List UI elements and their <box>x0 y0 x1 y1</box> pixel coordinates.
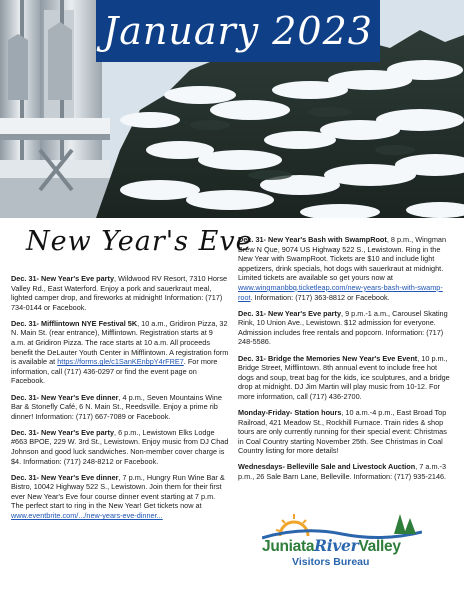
ticket-link[interactable]: www.eventbrite.com/.../new-years-eve-dinner... <box>11 511 163 521</box>
event-title: Dec. 31- New Year's Eve dinner <box>11 392 119 402</box>
page-title: January 2023 <box>103 9 373 53</box>
event-listing <box>11 473 229 521</box>
event-details: , 4 p.m., Seven Mountains Wine Bar & Stonefly Café, 6 N. Main St., Reedsville. Enjoy a prime rib dinner! Information: (717) 667-7089 or Facebook. <box>11 392 222 421</box>
event-title: Dec. 31- Mifflintown NYE Festival 5K <box>11 318 138 328</box>
event-title: Wednesdays- Belleville Sale and Livestock Auction <box>238 462 416 472</box>
event-details-after: . Information: (717) 363-8812 or Facebook. <box>250 292 390 302</box>
event-title: Monday-Friday- Station hours <box>238 408 342 417</box>
event-title: Dec. 31- New Year's Bash with SwampRoot <box>238 235 387 244</box>
event-listing <box>11 319 229 386</box>
logo-word-river: River <box>314 536 359 555</box>
logo-subtitle: Visitors Bureau <box>292 556 370 568</box>
event-listing <box>238 309 454 347</box>
event-listing <box>11 274 229 312</box>
event-listing <box>238 408 454 456</box>
event-title: Dec. 31- New Year's Eve party <box>238 308 342 318</box>
registration-link[interactable]: https://forms.gle/c1SanKEnbpY4rFRE7 <box>57 357 184 367</box>
event-details: , Wildwood RV Resort, 7310 Horse Valley Rd., East Waterford. Enjoy a pork and sauerkraut meal, lighted camper drop, and fireworks at midnight! Information: (717) 734-0144 or Facebook. <box>11 274 228 312</box>
logo-word-valley: Valley <box>358 538 401 555</box>
event-details: , 10 p.m., Bridge Street, Mifflintown. 8th annual event to include free hot dogs and soup, treat bag for the kids, ice sculptures, and a bridge drop at midnight. DJ Jim Martin will play music from 10-12. For more information, call (717) 436-2700. <box>238 353 450 401</box>
event-details: , 10 a.m.-4 p.m., East Broad Top Railroad, 421 Meadow St., Rockhill Furnace. Train rides & shop tours are only currently running for their special event: Christmas in Coal Country starting November 25th. See Christmas in Coal Country listing for more details! <box>238 408 447 456</box>
event-listing <box>238 354 454 402</box>
event-title: Dec. 31- Bridge the Memories New Year's Eve Event <box>238 353 418 363</box>
header-photo <box>0 0 464 218</box>
event-details: , 7 p.m., Hungry Run Wine Bar & Bistro, 10042 Highway 522 S., Lewistown. Join them for their first ever New Year's Eve four course dinner event starting at 7 p.m. The perfect start to ring in the New Year! Get tickets now at <box>11 472 225 511</box>
visitors-bureau-logo <box>262 508 422 578</box>
event-listing <box>11 393 229 422</box>
title-banner <box>96 0 380 62</box>
logo-word-juniata: Juniata <box>262 538 315 555</box>
event-listing <box>238 462 454 481</box>
left-column <box>11 274 229 527</box>
logo-wordmark <box>262 536 401 556</box>
event-details-after: . For more information, call (717) 436-0297 or find the event page on Facebook. <box>11 357 218 386</box>
event-listing <box>238 235 454 302</box>
event-details: , 8 p.m., Wingman Brew N Que, 9074 US Highway 522 S., Lewistown. Ring in the New Year with SwampRoot. Tickets are $10 and include light appetizers, drink specials, hot dogs with sauerkraut at midnight. Limited tickets are available so get yours now at <box>238 235 447 283</box>
ticket-link[interactable]: www.wingmanbbq.ticketleap.com/new-years-bash-with-swamp-root <box>238 282 443 302</box>
event-details: , 6 p.m., Lewistown Elks Lodge #663 BPOE, 229 W. 3rd St., Lewistown. Enjoy music from DJ Chad Johnson and good luck sandwiches. Non-member cover charge is $4. Information: (717) 248-8212 or Facebook. <box>11 427 229 466</box>
event-details: , 7 a.m.-3 p.m., 26 Sale Barn Lane, Belleville. Information: (717) 935-2146. <box>238 462 447 482</box>
event-title: Dec. 31- New Year's Eve party <box>11 427 115 437</box>
event-listing <box>11 428 229 466</box>
event-title: Dec. 31- New Year's Eve party <box>11 274 115 283</box>
event-title: Dec. 31- New Year's Eve dinner <box>11 472 119 482</box>
section-heading: New Year's Eve <box>26 226 253 257</box>
event-details: , 9 p.m.-1 a.m., Carousel Skating Rink, 10 Union Ave., Lewistown. $12 admission for everyone. Admission includes free rentals and popcorn. Information: (717) 248-5586. <box>238 308 448 347</box>
right-column <box>238 235 454 488</box>
event-details: , 10 a.m., Gridiron Pizza, 32 N. Main St. (rear entrance), Mifflintown. Registration starts at 9 a.m. at Gridiron Pizza. The race starts at 10 a.m. All proceeds benefit the DeLauter Youth Center in Mifflintown. A registration form is available at <box>11 318 229 367</box>
